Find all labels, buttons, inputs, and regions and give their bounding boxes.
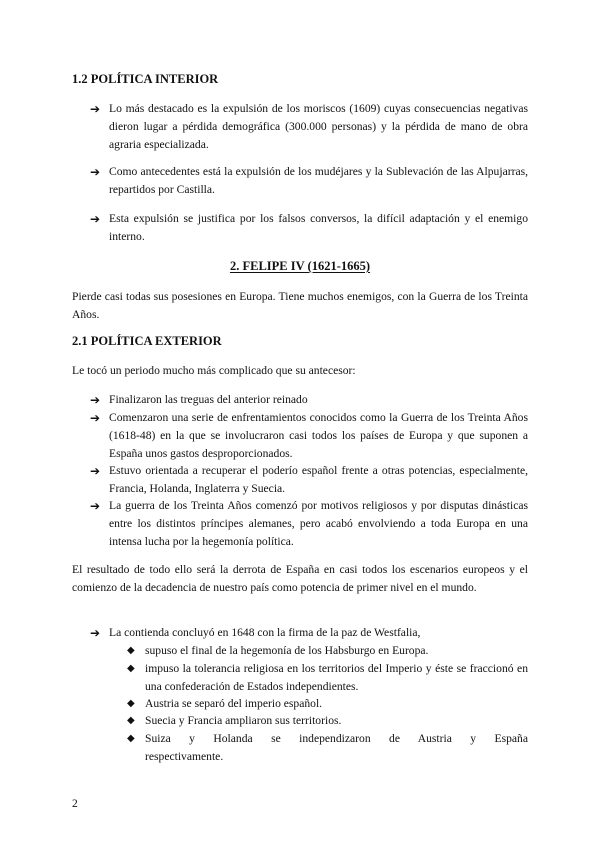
section-heading-politica-interior: 1.2 POLÍTICA INTERIOR: [72, 72, 219, 86]
paragraph: El resultado de todo ello será la derrota de España en casi todos los escenarios europeos y el comienzo de la decadencia de nuestro país como potencia de primer nivel en el mundo.: [72, 563, 528, 594]
sub-list-item: supuso el final de la hegemonía de los Habsburgo en Europa.: [145, 644, 429, 657]
list-item: Estuvo orientada a recuperar el poderío español frente a otras potencias, especialmente, Francia, Holanda, Inglaterra y Suecia.: [109, 464, 528, 495]
list-item: Comenzaron una serie de enfrentamientos conocidos como la Guerra de los Treinta Años (1618-48) en la que se involucraron casi todos los países de Europa y que suponen a España unos gastos desproporcionados.: [109, 411, 528, 460]
diamond-icon: ◆: [127, 715, 135, 726]
list-item: La guerra de los Treinta Años comenzó por motivos religiosos y por disputas dinásticas entre los distintos príncipes alemanes, pero acabó envolviendo a toda Europa en una intensa lucha por la hegemonía política.: [109, 499, 528, 548]
arrow-right-icon: ➔: [90, 626, 101, 640]
arrow-right-icon: ➔: [90, 102, 101, 116]
arrow-right-icon: ➔: [90, 499, 101, 513]
section-heading-politica-exterior: 2.1 POLÍTICA EXTERIOR: [72, 334, 222, 348]
list-item: La contienda concluyó en 1648 con la firma de la paz de Westfalia,: [109, 626, 421, 639]
list-item: Esta expulsión se justifica por los falsos conversos, la difícil adaptación y el enemigo interno.: [109, 212, 528, 243]
sub-list-item: Suiza y Holanda se independizaron de Austria y España respectivamente.: [145, 732, 528, 763]
diamond-icon: ◆: [127, 698, 135, 709]
arrow-right-icon: ➔: [90, 464, 101, 478]
arrow-right-icon: ➔: [90, 212, 101, 226]
paragraph: Le tocó un periodo mucho más complicado que su antecesor:: [72, 364, 356, 377]
page-number: 2: [72, 798, 78, 810]
sub-list-item: Suecia y Francia ampliaron sus territorios.: [145, 714, 342, 727]
diamond-icon: ◆: [127, 663, 135, 674]
list-item: Lo más destacado es la expulsión de los moriscos (1609) cuyas consecuencias negativas dieron lugar a pérdida demográfica (300.000 personas) y la pérdida de mano de obra agraria especializada.: [109, 102, 528, 151]
paragraph: Pierde casi todas sus posesiones en Europa. Tiene muchos enemigos, con la Guerra de los Treinta Años.: [72, 290, 528, 321]
arrow-right-icon: ➔: [90, 165, 101, 179]
arrow-right-icon: ➔: [90, 393, 101, 407]
diamond-icon: ◆: [127, 733, 135, 744]
page-title: 2. FELIPE IV (1621-1665): [229, 259, 371, 273]
arrow-right-icon: ➔: [90, 411, 101, 425]
list-item: Finalizaron las treguas del anterior reinado: [109, 393, 308, 406]
diamond-icon: ◆: [127, 645, 135, 656]
sub-list-item: impuso la tolerancia religiosa en los territorios del Imperio y éste se fraccionó en una confederación de Estados independientes.: [145, 662, 528, 693]
sub-list-item: Austria se separó del imperio español.: [145, 697, 323, 710]
list-item: Como antecedentes está la expulsión de los mudéjares y la Sublevación de las Alpujarras, repartidos por Castilla.: [109, 165, 528, 196]
